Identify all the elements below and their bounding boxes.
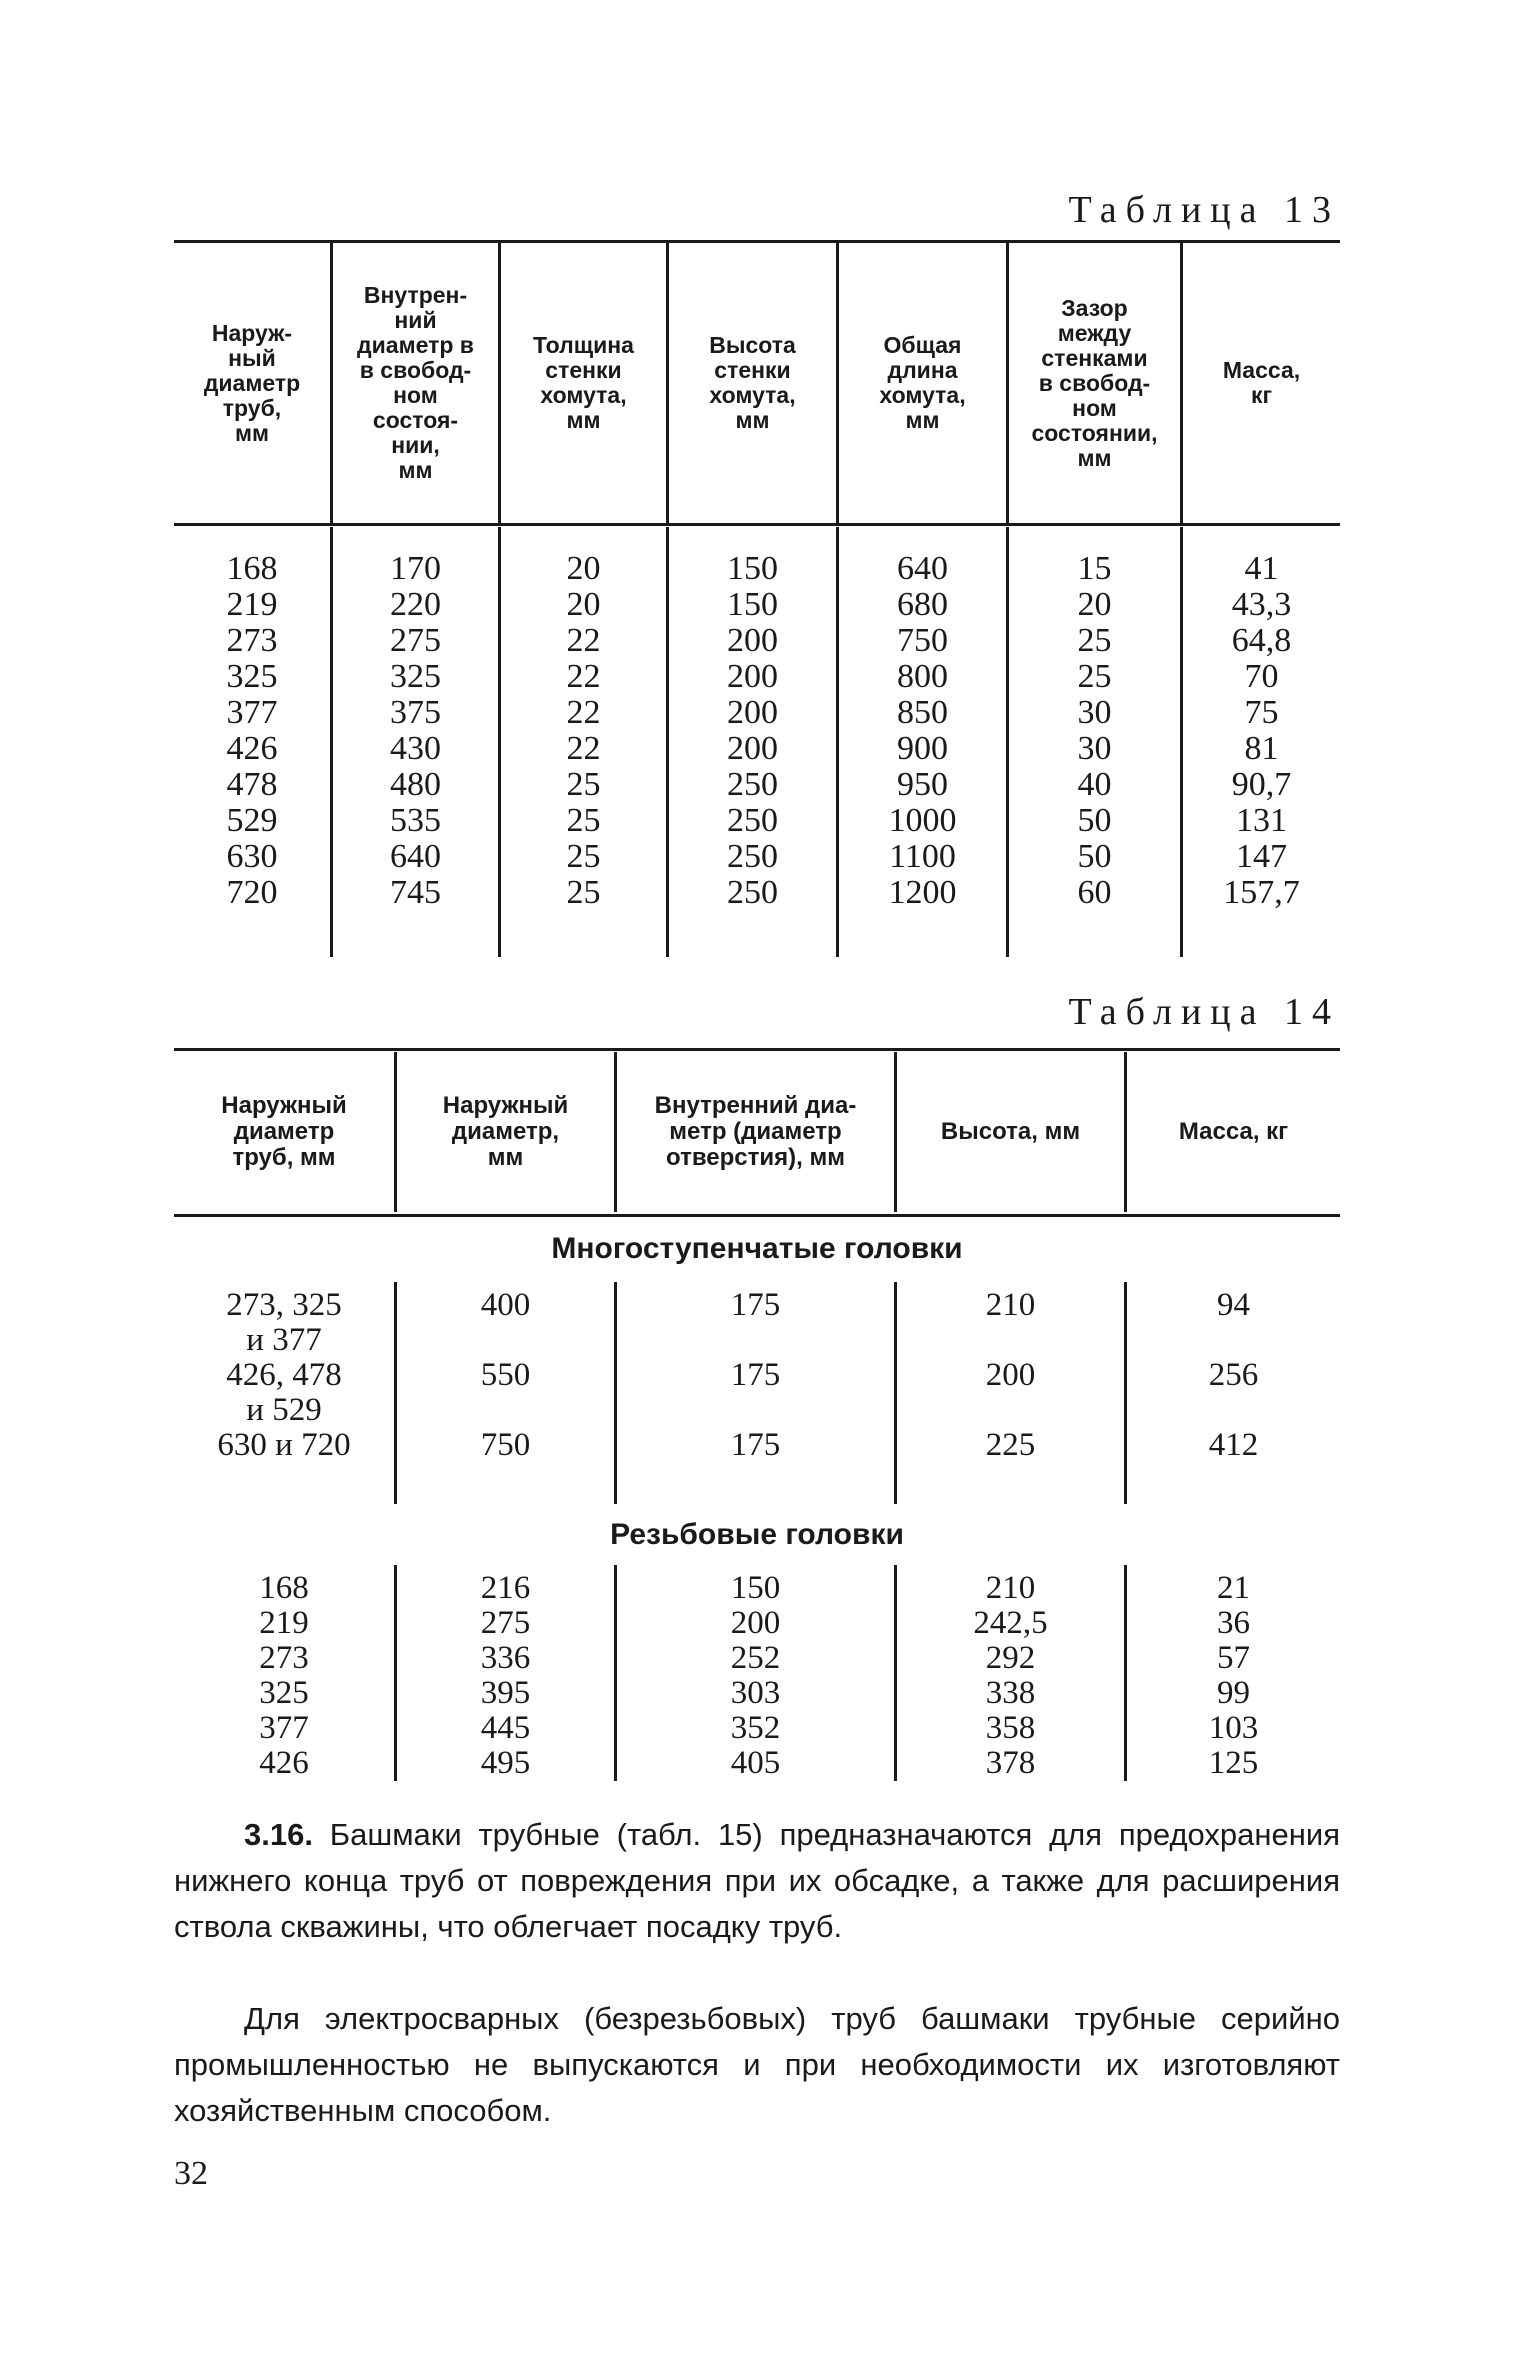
table13-cell: 157,7 [1223,874,1300,911]
table13-header-col-7 [1180,243,1340,523]
table13-cell: 25 [566,874,601,911]
table14-cell: 550 [480,1357,531,1393]
table13-cell: 950 [897,766,948,803]
table13-cell: 325 [226,658,278,695]
table13-header-label: Наруж- ный диаметр труб, мм [203,319,301,446]
table14-cell: 336 [480,1640,531,1676]
table13-cell: 22 [566,658,601,695]
table13-col-2 [330,527,498,957]
table13-header-label: Общая длина хомута, мм [879,332,966,433]
table14-cell: 200 [730,1605,781,1641]
table13-cell: 64,8 [1231,622,1292,659]
table14-cell: 292 [985,1640,1036,1676]
sec1-values-4 [897,1288,1124,1498]
table14-cell: 256 [1208,1357,1259,1393]
table14-cell: 210 [985,1287,1036,1323]
table13-cell: 200 [727,730,778,767]
table14-cell: 352 [730,1710,781,1746]
sec1-values-5 [1127,1288,1340,1498]
table13-cell: 75 [1244,694,1279,731]
table13-values-gap [1009,551,1180,911]
table14-caption: Таблица 14 [1068,991,1340,1033]
table14-section-multistage [174,1282,1340,1504]
paragraph-number: 3.16. [244,1817,313,1852]
table14-cell: 426 [259,1745,309,1781]
sec2-col-5 [1124,1565,1340,1781]
table14-cell: 252 [730,1640,781,1676]
table13-header-label: Масса, кг [1222,357,1301,408]
table13-header-col-2 [330,243,498,523]
table14-header-col-1 [174,1052,394,1212]
table13-cell: 426 [226,730,278,767]
table13-header-label: Зазор между стенками в свобод- ном состоянии, мм [1031,294,1158,471]
table13-cell: 22 [566,694,601,731]
sec1-values-2 [397,1288,614,1498]
table14-cell: 21 [1217,1570,1250,1606]
table14-header-label: Высота, мм [940,1118,1081,1145]
sec2-values-4 [897,1571,1124,1781]
table14-header-col-2 [394,1052,614,1212]
table14-cell: 495 [480,1745,531,1781]
table13-values-outer-diameter [174,551,330,911]
table13-cell: 250 [727,766,778,803]
table14-cell: 103 [1208,1710,1259,1746]
table14-cell: 57 [1217,1640,1250,1676]
sec1-col-4 [894,1282,1124,1504]
table13-cell: 25 [1077,658,1112,695]
header-mass [1183,243,1340,523]
table13-cell: 22 [566,730,601,767]
table13-cell: 1200 [888,874,957,911]
table14-cell: 150 [730,1570,781,1606]
table13-cell: 15 [1077,550,1112,587]
sec2-col-3 [614,1565,894,1781]
table13-cell: 800 [897,658,948,695]
header-outer-diameter [174,243,330,523]
table13-cell: 680 [897,586,948,623]
table13-col-7 [1180,527,1340,957]
table14-cell: 325 [259,1675,309,1711]
table13-cell: 200 [727,622,778,659]
table14-cell: 405 [730,1745,781,1781]
table13-cell: 200 [727,658,778,695]
sec2-values-1 [174,1571,394,1781]
table14-cell: 358 [985,1710,1036,1746]
table14-cell: 426, 478 и 529 [226,1357,342,1428]
table13-header-col-1 [174,243,330,523]
table13-cell: 250 [727,838,778,875]
table13-cell: 147 [1236,838,1287,875]
t14-header-outer-diameter [397,1052,614,1212]
table14-cell: 242,5 [973,1605,1048,1641]
paragraph-text: Башмаки трубные (табл. 15) предназначаются для предохранения нижнего конца труб от повреждения при их обсадке, а также для расширения ствола скважины, что облегчает посадку труб. [174,1817,1340,1944]
sec2-col-4 [894,1565,1124,1781]
page-number: 32 [174,2155,208,2192]
table13-body [174,527,1340,957]
table14-cell: 216 [480,1570,531,1606]
table13-cell: 50 [1077,838,1112,875]
table13-cell: 30 [1077,694,1112,731]
table13-values-total-length [839,551,1006,911]
table13-cell: 745 [390,874,441,911]
table13-header-label: Высота стенки хомута, мм [709,332,796,433]
table13-col-1 [174,527,330,957]
t14-header-mass [1127,1052,1340,1212]
table14-cell: 175 [730,1357,781,1393]
table13-cell: 70 [1244,658,1279,695]
table14-cell: 378 [985,1745,1036,1781]
table13-col-6 [1006,527,1180,957]
table13-cell: 25 [566,802,601,839]
table13-cell: 273 [226,622,278,659]
table13-cell: 630 [226,838,278,875]
sec1-col-1 [174,1282,394,1504]
table14-cell: 273 [259,1640,309,1676]
table14-header-label: Масса, кг [1178,1118,1289,1145]
table13-col-4 [666,527,836,957]
table14-cell: 210 [985,1570,1036,1606]
table13-cell: 529 [226,802,278,839]
header-wall-height [669,243,836,523]
table13-values-mass [1183,551,1340,911]
table14-cell: 273, 325 и 377 [226,1287,342,1358]
sec2-col-1 [174,1565,394,1781]
table13-cell: 219 [226,586,278,623]
table13-cell: 150 [727,586,778,623]
table14-header-label: Внутренний диа- метр (диаметр отверстия), мм [654,1092,857,1171]
table13-cell: 81 [1244,730,1279,767]
table13-cell: 535 [390,802,441,839]
table14-cell: 200 [985,1357,1036,1393]
table14-cell: 412 [1208,1427,1259,1463]
table13-cell: 750 [897,622,948,659]
table13-cell: 20 [566,586,601,623]
table13-cell: 43,3 [1231,586,1292,623]
table13-values-inner-diameter [333,551,498,911]
table14-cell: 175 [730,1427,781,1463]
table13-cell: 720 [226,874,278,911]
table14-cell: 219 [259,1605,309,1641]
table13-cell: 640 [390,838,441,875]
header-wall-thickness [501,243,666,523]
table14-cell: 338 [985,1675,1036,1711]
table13-values-wall-thickness [501,551,666,911]
table14-cell: 36 [1217,1605,1250,1641]
table13-cell: 325 [390,658,441,695]
table14-header-col-3 [614,1052,894,1212]
table13-cell: 131 [1236,802,1287,839]
table14-cell: 99 [1217,1675,1250,1711]
table13-cell: 250 [727,802,778,839]
table13-cell: 1000 [888,802,957,839]
table13-cell: 430 [390,730,441,767]
table13-cell: 50 [1077,802,1112,839]
table13-cell: 478 [226,766,278,803]
table13-cell: 200 [727,694,778,731]
table14-header-col-5 [1124,1052,1340,1212]
table13-values-wall-height [669,551,836,911]
header-gap [1009,243,1180,523]
sec2-values-5 [1127,1571,1340,1781]
sec2-values-2 [397,1571,614,1781]
table13-cell: 480 [390,766,441,803]
t14-header-inner-diameter [617,1052,894,1212]
table13-cell: 90,7 [1231,766,1292,803]
table13-header-col-6 [1006,243,1180,523]
table13-cell: 30 [1077,730,1112,767]
table14-cell: 303 [730,1675,781,1711]
table13-cell: 25 [566,766,601,803]
table13-cell: 220 [390,586,441,623]
table14-cell: 168 [259,1570,309,1606]
table13-cell: 900 [897,730,948,767]
paragraph-3-16 [174,1812,1340,1950]
table13-cell: 60 [1077,874,1112,911]
table14-cell: 225 [985,1427,1036,1463]
table13-cell: 20 [1077,586,1112,623]
t14-header-outer-diameter-pipes [174,1052,394,1212]
table13-cell: 150 [727,550,778,587]
table13-cell: 275 [390,622,441,659]
table13-caption: Таблица 13 [1068,189,1340,231]
table13-cell: 41 [1244,550,1279,587]
table13-cell: 377 [226,694,278,731]
header-total-length [839,243,1006,523]
table13-cell: 1100 [889,838,956,875]
sec1-col-3 [614,1282,894,1504]
table14-cell: 175 [730,1287,781,1323]
table13-header-col-5 [836,243,1006,523]
table13-cell: 250 [727,874,778,911]
table13-cell: 168 [226,550,278,587]
section-title-multistage: Многоступенчатые головки [551,1232,963,1265]
table14-cell: 395 [480,1675,531,1711]
sec1-values-1 [174,1288,394,1498]
table13-cell: 850 [897,694,948,731]
paragraph-electrowelded: Для электросварных (безрезьбовых) труб башмаки трубные серийно промышленностью не выпускаются и при необходимости их изготовляют хозяйственным способом. [174,2001,1340,2128]
table14-cell: 445 [480,1710,531,1746]
table13-col-5 [836,527,1006,957]
table13-cell: 22 [566,622,601,659]
table14-cell: 750 [480,1427,531,1463]
table13-header-col-4 [666,243,836,523]
table14-cell: 125 [1208,1745,1259,1781]
t14-header-height [897,1052,1124,1212]
table14-cell: 275 [480,1605,531,1641]
table13-cell: 25 [566,838,601,875]
table14-cell: 630 и 720 [217,1427,351,1463]
table13-cell: 375 [390,694,441,731]
table13-cell: 20 [566,550,601,587]
table14-cell: 94 [1217,1287,1250,1323]
table13-header-label: Внутрен- ний диаметр в в свобод- ном состоя- нии, мм [357,282,474,483]
table13-cell: 170 [390,550,441,587]
table13-header-col-3 [498,243,666,523]
table14-top-rule [174,1048,1340,1051]
table14-header-label: Наружный диаметр, мм [442,1092,569,1171]
sec2-col-2 [394,1565,614,1781]
sec1-col-2 [394,1282,614,1504]
table14-header-label: Наружный диаметр труб, мм [221,1092,347,1171]
table14-header-col-4 [894,1052,1124,1212]
sec1-col-5 [1124,1282,1340,1504]
table14-header [174,1052,1340,1212]
header-inner-diameter [333,243,498,523]
table14-cell: 400 [480,1287,531,1323]
table13-cell: 25 [1077,622,1112,659]
table14-section-threaded [174,1565,1340,1781]
table13-cell: 40 [1077,766,1112,803]
sec2-values-3 [617,1571,894,1781]
table13-header [174,243,1340,523]
table13-header-label: Толщина стенки хомута, мм [533,332,634,433]
table13-col-3 [498,527,666,957]
table14-cell: 377 [259,1710,309,1746]
table13-header-rule [174,523,1340,526]
table13-cell: 640 [897,550,948,587]
table14-header-rule [174,1214,1340,1217]
sec1-values-3 [617,1288,894,1498]
section-title-threaded: Резьбовые головки [610,1518,904,1551]
